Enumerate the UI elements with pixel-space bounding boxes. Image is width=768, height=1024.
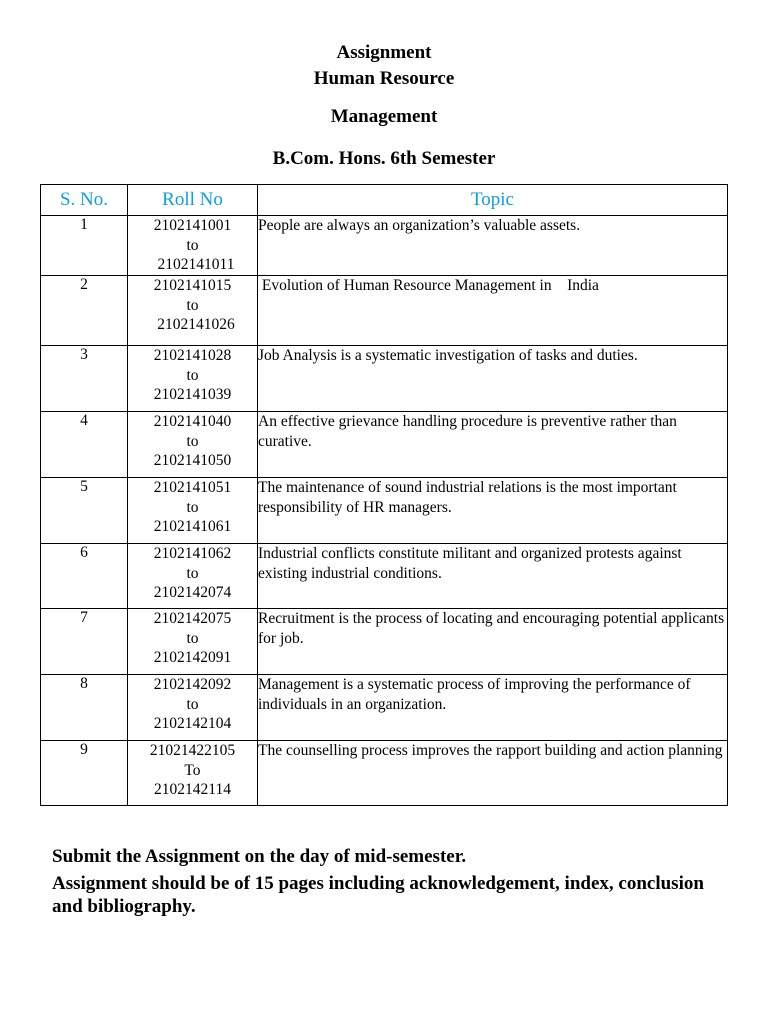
table-row bbox=[41, 675, 728, 741]
roll-to: 2102141026 bbox=[157, 316, 235, 333]
roll-from: 21021422105 bbox=[149, 742, 236, 759]
roll-to: 2102141050 bbox=[153, 452, 232, 469]
page-title: Assignment bbox=[336, 42, 432, 63]
roll-to: 2102142104 bbox=[153, 715, 232, 732]
roll-cell bbox=[128, 478, 258, 544]
sno-cell: 8 bbox=[41, 675, 128, 741]
roll-from: 2102141062 bbox=[153, 545, 232, 562]
roll-separator: to bbox=[186, 498, 199, 516]
roll-cell bbox=[128, 609, 258, 675]
topic-cell: An effective grievance handling procedure is preventive rather than curative. bbox=[258, 412, 728, 478]
roll-separator: to bbox=[186, 296, 199, 314]
topic-cell: Management is a systematic process of improving the performance of individuals in an organization. bbox=[258, 675, 728, 741]
roll-to: 2102141039 bbox=[153, 386, 232, 403]
subject-line-1: Human Resource bbox=[313, 68, 455, 89]
table-row bbox=[41, 216, 728, 276]
topic-cell: Evolution of Human Resource Management in India bbox=[258, 276, 728, 346]
roll-from: 2102142075 bbox=[153, 610, 232, 627]
table-row bbox=[41, 346, 728, 412]
subject-line-2: Management bbox=[330, 106, 438, 127]
sno-cell: 6 bbox=[41, 544, 128, 609]
roll-cell bbox=[128, 741, 258, 806]
roll-separator: to bbox=[186, 629, 199, 647]
topics-table bbox=[40, 184, 728, 806]
roll-separator: to bbox=[186, 432, 199, 450]
roll-to: 2102142074 bbox=[153, 584, 232, 601]
topic-cell: The counselling process improves the rapport building and action planning bbox=[258, 741, 728, 806]
sno-cell: 3 bbox=[41, 346, 128, 412]
table-row bbox=[41, 544, 728, 609]
roll-separator: to bbox=[186, 695, 199, 713]
sno-cell: 1 bbox=[41, 216, 128, 276]
roll-separator: to bbox=[186, 366, 199, 384]
table-row bbox=[41, 478, 728, 544]
roll-from: 2102141040 bbox=[153, 413, 232, 430]
roll-to: 2102141011 bbox=[157, 256, 235, 273]
roll-cell bbox=[128, 675, 258, 741]
roll-from: 2102141051 bbox=[153, 479, 232, 496]
course-line: B.Com. Hons. 6th Semester bbox=[272, 148, 496, 169]
roll-from: 2102142092 bbox=[153, 676, 232, 693]
table-row bbox=[41, 276, 728, 346]
roll-cell bbox=[128, 276, 258, 346]
table-header-row bbox=[41, 185, 728, 216]
sno-cell: 7 bbox=[41, 609, 128, 675]
topic-cell: Job Analysis is a systematic investigation of tasks and duties. bbox=[258, 346, 728, 412]
roll-from: 2102141015 bbox=[153, 277, 232, 294]
roll-to: 2102142091 bbox=[153, 649, 232, 666]
topic-cell: People are always an organization’s valuable assets. bbox=[258, 216, 728, 276]
sno-cell: 9 bbox=[41, 741, 128, 806]
roll-separator: To bbox=[184, 761, 201, 779]
sno-cell: 5 bbox=[41, 478, 128, 544]
roll-separator: to bbox=[186, 564, 199, 582]
column-header-topic: Topic bbox=[258, 185, 728, 216]
sno-cell: 4 bbox=[41, 412, 128, 478]
roll-to: 2102142114 bbox=[154, 781, 231, 798]
length-note: Assignment should be of 15 pages including acknowledgement, index, conclusion and bibliography. bbox=[52, 873, 704, 917]
roll-cell bbox=[128, 412, 258, 478]
column-header-sno: S. No. bbox=[41, 185, 128, 216]
table-row bbox=[41, 741, 728, 806]
submission-note: Submit the Assignment on the day of mid-semester. bbox=[52, 846, 467, 867]
roll-to: 2102141061 bbox=[153, 518, 232, 535]
topic-cell: The maintenance of sound industrial relations is the most important responsibility of HR managers. bbox=[258, 478, 728, 544]
roll-cell bbox=[128, 544, 258, 609]
column-header-roll: Roll No bbox=[128, 185, 258, 216]
table-row bbox=[41, 412, 728, 478]
roll-from: 2102141001 bbox=[153, 217, 232, 234]
roll-separator: to bbox=[186, 236, 199, 254]
table-row bbox=[41, 609, 728, 675]
sno-cell: 2 bbox=[41, 276, 128, 346]
topic-cell: Recruitment is the process of locating and encouraging potential applicants for job. bbox=[258, 609, 728, 675]
roll-cell bbox=[128, 216, 258, 276]
topic-cell: Industrial conflicts constitute militant and organized protests against existing industrial conditions. bbox=[258, 544, 728, 609]
roll-from: 2102141028 bbox=[153, 347, 232, 364]
roll-cell bbox=[128, 346, 258, 412]
